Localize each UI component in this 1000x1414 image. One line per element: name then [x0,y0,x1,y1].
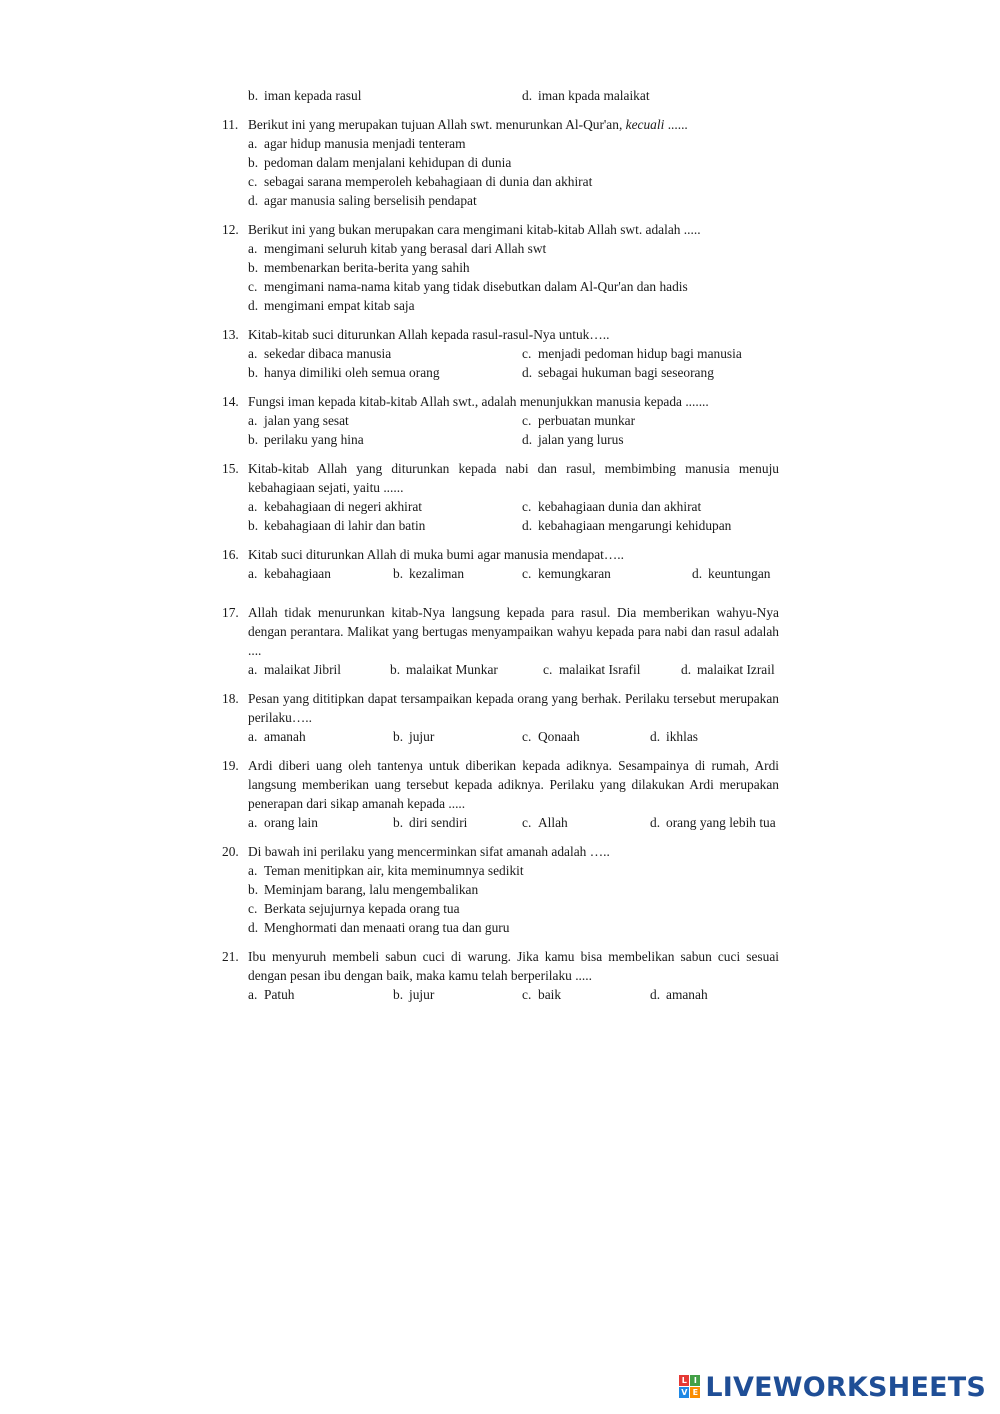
option-b[interactable]: b. diri sendiri [393,815,468,830]
question-19 [222,756,779,832]
option-c[interactable]: c. malaikat Israfil [543,662,641,677]
option-a[interactable]: a. orang lain [248,815,318,830]
question-number: 20. [222,844,239,859]
question-text: Allah tidak menurunkan kitab-Nya langsung kepada para rasul. Dia memberikan wahyu-Nya dengan perantara. Malikat yang bertugas menyampaikan wahyu kepada para nabi dan rasul adalah .... [248,605,779,658]
option-a[interactable]: a. mengimani seluruh kitab yang berasal dari Allah swt [248,241,547,256]
option-d[interactable]: d. orang yang lebih tua [650,815,776,830]
question-number: 19. [222,758,239,773]
question-text-emphasis: kecuali [625,117,665,132]
question-number: 16. [222,547,239,562]
liveworksheets-logo-icon: L I V E [679,1375,701,1399]
question-text: Ibu menyuruh membeli sabun cuci di warung. Jika kamu bisa membelikan sabun cuci sesuai dengan pesan ibu dengan baik, maka kamu telah berperilaku ..... [248,949,779,983]
option-a[interactable]: a. jalan yang sesat [248,413,349,428]
option-a[interactable]: a. amanah [248,729,306,744]
option-c[interactable]: c. sebagai sarana memperoleh kebahagiaan di dunia dan akhirat [248,174,593,189]
option-c[interactable]: c. perbuatan munkar [522,413,636,428]
option-c[interactable]: c. Berkata sejujurnya kepada orang tua [248,901,460,916]
question-number: 13. [222,327,239,342]
option-d[interactable]: d. kebahagiaan mengarungi kehidupan [522,518,732,533]
option-a[interactable]: a. malaikat Jibril [248,662,341,677]
option-c[interactable]: c. kebahagiaan dunia dan akhirat [522,499,702,514]
question-text: Kitab-kitab Allah yang diturunkan kepada nabi dan rasul, membimbing manusia menuju kebahagiaan sejati, yaitu ...... [248,461,779,495]
question-sheet [222,86,779,1014]
option-b[interactable]: b. membenarkan berita-berita yang sahih [248,260,470,275]
option-b[interactable]: b. perilaku yang hina [248,432,364,447]
question-text: Kitab suci diturunkan Allah di muka bumi agar manusia mendapat….. [248,547,624,562]
option-b[interactable]: b. malaikat Munkar [390,662,498,677]
question-15 [222,459,779,535]
option-d[interactable]: d. iman kpada malaikat [522,88,650,103]
option-a[interactable]: a. kebahagiaan [248,566,331,581]
question-text: Ardi diberi uang oleh tantenya untuk diberikan kepada adiknya. Sesampainya di rumah, Ardi langsung memberikan uang tersebut kepada adiknya. Perilaku yang dilakukan Ardi merupakan penerapan dari sikap amanah kepada ..... [248,758,779,811]
option-a[interactable]: a. sekedar dibaca manusia [248,346,392,361]
question-number: 11. [222,117,239,132]
option-a[interactable]: a. agar hidup manusia menjadi tenteram [248,136,466,151]
option-d[interactable]: d. ikhlas [650,729,698,744]
question-text: Berikut ini yang merupakan tujuan Allah swt. menurunkan Al-Qur'an, [248,117,623,132]
option-b[interactable]: b. jujur [393,987,435,1002]
question-text: Pesan yang dititipkan dapat tersampaikan kepada orang yang berhak. Perilaku tersebut merupakan perilaku….. [248,691,779,725]
option-b[interactable]: b. kezaliman [393,566,465,581]
option-d[interactable]: d. Menghormati dan menaati orang tua dan guru [248,920,510,935]
option-c[interactable]: c. Qonaah [522,729,580,744]
option-d[interactable]: d. malaikat Izrail [681,662,775,677]
option-b[interactable]: b. jujur [393,729,435,744]
option-c[interactable]: c. baik [522,987,562,1002]
carryover-options [248,86,779,105]
option-b[interactable]: b. pedoman dalam menjalani kehidupan di dunia [248,155,512,170]
liveworksheets-logo[interactable] [679,1370,986,1404]
question-18 [222,689,779,746]
question-number: 18. [222,691,239,706]
question-20 [222,842,779,937]
question-17 [222,603,779,679]
question-number: 17. [222,605,239,620]
brand-name: LIVEWORKSHEETS [705,1371,986,1403]
option-c[interactable]: c. Allah [522,815,568,830]
question-number: 12. [222,222,239,237]
question-13 [222,325,779,382]
question-text: Kitab-kitab suci diturunkan Allah kepada rasul-rasul-Nya untuk….. [248,327,610,342]
question-number: 14. [222,394,239,409]
question-16 [222,545,779,583]
option-d[interactable]: d. sebagai hukuman bagi seseorang [522,365,714,380]
option-d[interactable]: d. keuntungan [692,566,771,581]
option-b[interactable]: b. iman kepada rasul [248,88,362,103]
question-number: 15. [222,461,239,476]
option-b[interactable]: b. Meminjam barang, lalu mengembalikan [248,882,479,897]
question-text: Berikut ini yang bukan merupakan cara mengimani kitab-kitab Allah swt. adalah ..... [248,222,701,237]
option-a[interactable]: a. Teman menitipkan air, kita meminumnya sedikit [248,863,524,878]
question-14 [222,392,779,449]
option-c[interactable]: c. kemungkaran [522,566,611,581]
question-text: Di bawah ini perilaku yang mencerminkan sifat amanah adalah ….. [248,844,610,859]
question-12 [222,220,779,315]
question-21 [222,947,779,1004]
option-a[interactable]: a. Patuh [248,987,295,1002]
option-c[interactable]: c. mengimani nama-nama kitab yang tidak disebutkan dalam Al-Qur'an dan hadis [248,279,688,294]
option-a[interactable]: a. kebahagiaan di negeri akhirat [248,499,423,514]
option-d[interactable]: d. mengimani empat kitab saja [248,298,415,313]
option-b[interactable]: b. hanya dimiliki oleh semua orang [248,365,440,380]
option-b[interactable]: b. kebahagiaan di lahir dan batin [248,518,426,533]
option-d[interactable]: d. amanah [650,987,708,1002]
option-d[interactable]: d. agar manusia saling berselisih pendapat [248,193,477,208]
question-text: Fungsi iman kepada kitab-kitab Allah swt., adalah menunjukkan manusia kepada ....... [248,394,709,409]
option-d[interactable]: d. jalan yang lurus [522,432,624,447]
question-number: 21. [222,949,239,964]
option-c[interactable]: c. menjadi pedoman hidup bagi manusia [522,346,742,361]
question-11: 11. Berikut ini yang merupakan tujuan Allah swt. menurunkan Al-Qur'an, kecuali ...... a. agar hidup manusia menjadi tenteram b. pedoman dalam menjalani kehidupan di dunia c. sebagai sarana memperoleh kebahagiaan di dunia dan akhirat d. agar manusia saling berselisih pendapat [222,115,779,210]
